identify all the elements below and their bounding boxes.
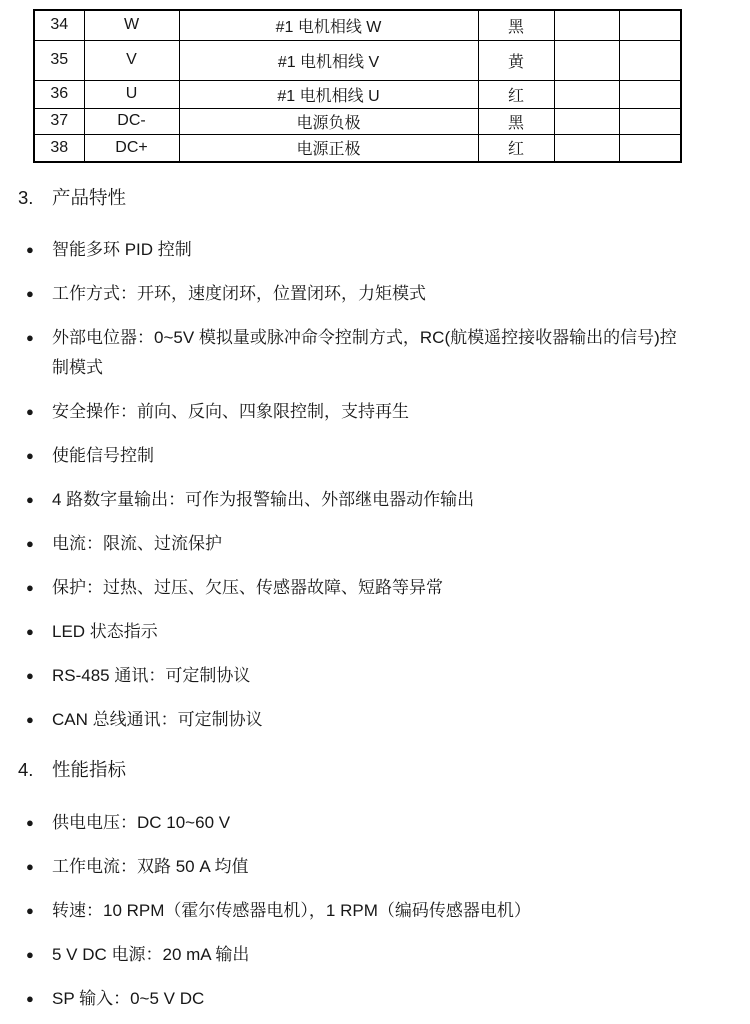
- list-item: [0, 661, 750, 691]
- bullet-icon: ●: [26, 492, 34, 507]
- pin-name-cell: W: [84, 10, 179, 40]
- list-item-text: CAN 总线通讯：可定制协议: [52, 710, 263, 729]
- bullet-icon: ●: [26, 448, 34, 463]
- list-item-text: SP 输入：0~5 V DC: [52, 989, 205, 1008]
- pin-desc-cell: 电源正极: [179, 134, 478, 162]
- list-item: [0, 529, 750, 559]
- section-heading-performance-specs: [18, 759, 750, 781]
- wire-color-cell: 黑: [478, 10, 554, 40]
- empty-cell: [554, 40, 619, 80]
- list-item-text: 使能信号控制: [52, 446, 154, 465]
- list-item: [0, 808, 750, 838]
- bullet-icon: ●: [26, 859, 34, 874]
- list-item-text: 转速：10 RPM（霍尔传感器电机），1 RPM（编码传感器电机）: [52, 901, 531, 920]
- list-item-text: 电流：限流、过流保护: [52, 534, 222, 553]
- list-item-text: 工作电流：双路 50 A 均值: [52, 857, 249, 876]
- list-item: [0, 940, 750, 970]
- wire-color-cell: 黄: [478, 40, 554, 80]
- list-item: [0, 441, 750, 471]
- product-features-list: [0, 235, 750, 735]
- pin-name-cell: DC+: [84, 134, 179, 162]
- pin-number-cell: 37: [34, 108, 84, 134]
- empty-cell: [619, 108, 681, 134]
- bullet-icon: ●: [26, 903, 34, 918]
- list-item: [0, 235, 750, 265]
- bullet-icon: ●: [26, 947, 34, 962]
- bullet-icon: ●: [26, 624, 34, 639]
- empty-cell: [554, 134, 619, 162]
- list-item: [0, 485, 750, 515]
- pin-table: [33, 9, 682, 163]
- table-row: [34, 10, 681, 40]
- list-item: [0, 896, 750, 926]
- pin-number-cell: 34: [34, 10, 84, 40]
- section-heading-product-features: [18, 187, 750, 209]
- list-item-text: 制模式: [52, 358, 103, 377]
- list-item: [0, 279, 750, 309]
- bullet-icon: ●: [26, 815, 34, 830]
- bullet-icon: ●: [26, 330, 34, 345]
- bullet-icon: ●: [26, 242, 34, 257]
- pin-name-cell: U: [84, 80, 179, 108]
- bullet-icon: ●: [26, 404, 34, 419]
- list-item-text: LED 状态指示: [52, 622, 158, 641]
- empty-cell: [619, 40, 681, 80]
- list-item-text: 供电电压：DC 10~60 V: [52, 813, 231, 832]
- wire-color-cell: 黑: [478, 108, 554, 134]
- empty-cell: [554, 80, 619, 108]
- list-item: [0, 397, 750, 427]
- section-number: 3.: [18, 187, 34, 208]
- list-item-text: 工作方式：开环，速度闭环，位置闭环，力矩模式: [52, 284, 426, 303]
- list-item: [0, 573, 750, 603]
- performance-specs-list: [0, 808, 750, 1014]
- table-row: [34, 80, 681, 108]
- list-item-text: 5 V DC 电源：20 mA 输出: [52, 945, 250, 964]
- list-item: [0, 323, 750, 383]
- pin-name-cell: DC-: [84, 108, 179, 134]
- empty-cell: [619, 134, 681, 162]
- table-row: [34, 40, 681, 80]
- empty-cell: [619, 10, 681, 40]
- pin-desc-cell: #1 电机相线 W: [179, 10, 478, 40]
- pin-desc-cell: 电源负极: [179, 108, 478, 134]
- pin-number-cell: 38: [34, 134, 84, 162]
- pin-number-cell: 36: [34, 80, 84, 108]
- list-item: [0, 852, 750, 882]
- empty-cell: [619, 80, 681, 108]
- empty-cell: [554, 10, 619, 40]
- pin-desc-cell: #1 电机相线 V: [179, 40, 478, 80]
- list-item-text: 安全操作：前向、反向、四象限控制，支持再生: [52, 402, 409, 421]
- list-item-text: 外部电位器：0~5V 模拟量或脉冲命令控制方式，RC(航模遥控接收器输出的信号)控: [52, 328, 677, 347]
- list-item-text: 智能多环 PID 控制: [52, 240, 192, 259]
- bullet-icon: ●: [26, 991, 34, 1006]
- bullet-icon: ●: [26, 286, 34, 301]
- bullet-icon: ●: [26, 712, 34, 727]
- wire-color-cell: 红: [478, 134, 554, 162]
- list-item-text: 保护：过热、过压、欠压、传感器故障、短路等异常: [52, 578, 443, 597]
- pin-name-cell: V: [84, 40, 179, 80]
- list-item: [0, 984, 750, 1014]
- wire-color-cell: 红: [478, 80, 554, 108]
- pin-number-cell: 35: [34, 40, 84, 80]
- table-row: [34, 108, 681, 134]
- list-item: [0, 617, 750, 647]
- table-row: [34, 134, 681, 162]
- list-item-text: 4 路数字量输出：可作为报警输出、外部继电器动作输出: [52, 490, 475, 509]
- section-number: 4.: [18, 759, 34, 780]
- list-item: [0, 705, 750, 735]
- section-title: 产品特性: [52, 187, 127, 208]
- empty-cell: [554, 108, 619, 134]
- section-title: 性能指标: [52, 759, 127, 780]
- list-item-text: RS-485 通讯：可定制协议: [52, 666, 251, 685]
- bullet-icon: ●: [26, 668, 34, 683]
- bullet-icon: ●: [26, 580, 34, 595]
- pin-desc-cell: #1 电机相线 U: [179, 80, 478, 108]
- bullet-icon: ●: [26, 536, 34, 551]
